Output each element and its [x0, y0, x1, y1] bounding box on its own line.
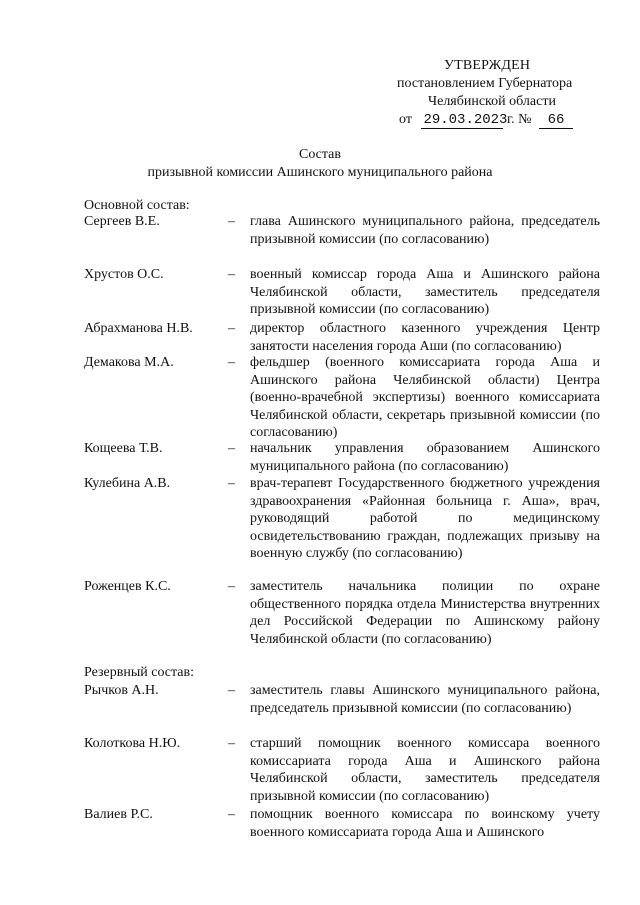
- member-description: военный комиссар города Аша и Ашинского района Челябинской области, заместитель председателя призывной комиссии (по согласованию): [250, 267, 600, 317]
- member-dash: –: [228, 683, 235, 698]
- member-dash: –: [228, 355, 235, 370]
- approval-title: УТВЕРЖДЕН: [444, 58, 531, 73]
- member-name: Демакова М.А.: [84, 355, 174, 370]
- member-dash: –: [228, 579, 235, 594]
- member-name: Рычков А.Н.: [84, 683, 159, 698]
- member-name: Сергеев В.Е.: [84, 214, 160, 229]
- member-dash: –: [228, 807, 235, 822]
- member-dash: –: [228, 441, 235, 456]
- member-description: заместитель главы Ашинского муниципального района, председатель призывной комиссии (по согласованию): [250, 683, 600, 716]
- heading-title: Состав: [298, 147, 341, 162]
- member-description: фельдшер (военного комиссариата города Аша и Ашинского района Челябинской области) Центра (военно-врачебной экспертизы) военного комиссариата Челябинской области, секретарь призывной комиссии (по согласованию): [250, 355, 600, 440]
- approval-date-prefix: от: [399, 112, 412, 127]
- approval-number-label: г. №: [506, 112, 532, 127]
- main-section-label: Основной состав:: [84, 198, 190, 213]
- member-description: помощник военного комиссара по воинскому учету военного комиссариата города Аша и Ашинского: [250, 807, 600, 840]
- approval-line-decree: постановлением Губернатора: [397, 76, 573, 91]
- member-description: старший помощник военного комиссара военного комиссариата города Аша и Ашинского района Челябинской области, заместитель председателя призывной комиссии (по согласованию): [250, 736, 600, 804]
- member-name: Валиев Р.С.: [84, 807, 153, 822]
- heading-subtitle: призывной комиссии Ашинского муниципального района: [147, 165, 493, 180]
- approval-line-date-number: [399, 111, 573, 129]
- member-name: Кулебина А.В.: [84, 476, 171, 491]
- member-dash: –: [228, 476, 235, 491]
- member-name: Кощеева Т.В.: [84, 441, 163, 456]
- member-description: директор областного казенного учреждения Центр занятости населения города Аши (по согласованию): [250, 321, 600, 354]
- approval-date: 29.03.2023: [423, 112, 508, 128]
- member-dash: –: [228, 736, 235, 751]
- member-name: Колоткова Н.Ю.: [84, 736, 181, 751]
- member-name: Роженцев К.С.: [84, 579, 171, 594]
- member-name: Хрустов О.С.: [84, 267, 164, 282]
- reserve-section-label: Резервный состав:: [84, 665, 195, 680]
- member-dash: –: [228, 214, 235, 229]
- member-description: глава Ашинского муниципального района, председатель призывной комиссии (по согласованию): [250, 214, 600, 247]
- member-description: начальник управления образованием Ашинского муниципального района (по согласованию): [250, 441, 600, 474]
- member-description: врач-терапевт Государственного бюджетного учреждения здравоохранения «Районная больница г. Аша», врач, руководящий работой по медицинскому освидетельствованию граждан, подлежащих призыву на военную службу (по согласованию): [250, 476, 600, 561]
- member-dash: –: [228, 267, 235, 282]
- approval-line-region: Челябинской области: [428, 94, 556, 109]
- member-description: заместитель начальника полиции по охране общественного порядка отдела Министерства внутренних дел Российской Федерации по Ашинскому району Челябинской области (по согласованию): [250, 579, 600, 647]
- member-name: Абрахманова Н.В.: [84, 321, 193, 336]
- approval-number: 66: [539, 113, 573, 129]
- member-dash: –: [228, 321, 235, 336]
